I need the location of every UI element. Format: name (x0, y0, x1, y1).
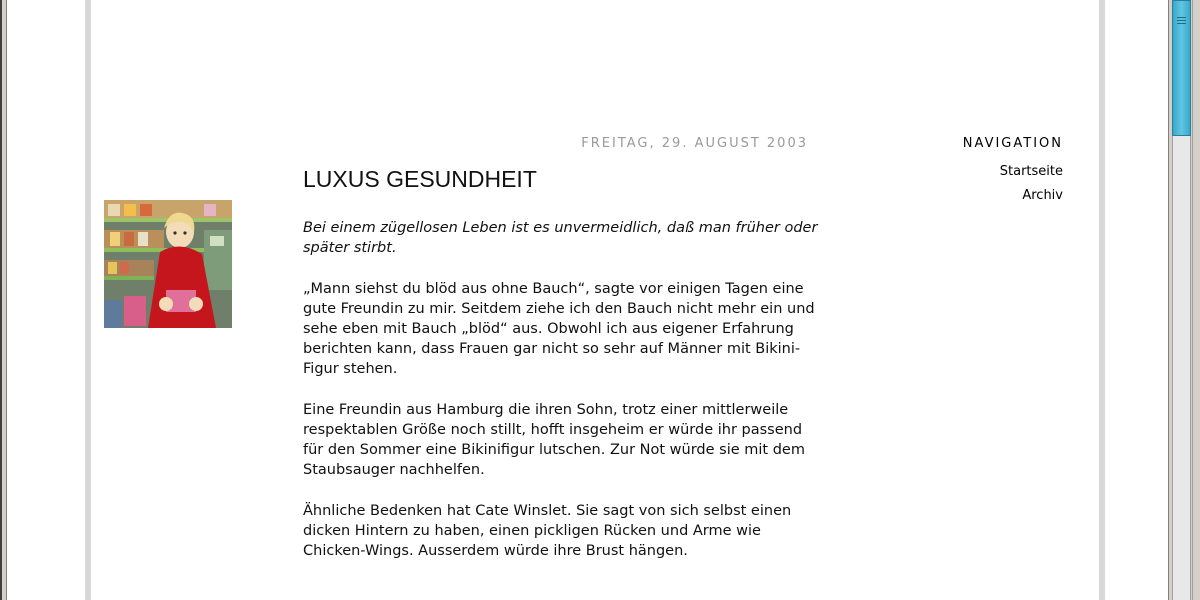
post-quote: Bei einem zügellosen Leben ist es unvermeidlich, daß man früher oder später stirbt. (303, 220, 818, 256)
post-photo (104, 200, 232, 328)
browser-viewport (7, 0, 1168, 600)
post-title: LUXUS GESUNDHEIT (303, 166, 537, 192)
post-paragraph: Eine Freundin aus Hamburg die ihren Sohn, trotz einer mittlerweile respektablen Größe noch stillt, hofft insgeheim er würde ihr passend für den Sommer eine Bikinifigur lutschen. Zur Not würde sie mit dem Staubsauger nachhelfen. (303, 402, 805, 478)
grip-lines-icon (1177, 17, 1186, 25)
content-column (85, 0, 1105, 600)
post-body (303, 218, 823, 582)
window-left-border (0, 0, 7, 600)
post-date: FREITAG, 29. AUGUST 2003 (581, 136, 808, 151)
scroll-thumb[interactable] (1172, 0, 1191, 136)
nav-link-archiv[interactable]: Archiv (1022, 188, 1063, 203)
navigation-heading: NAVIGATION (962, 136, 1063, 151)
post-paragraph: Ähnliche Bedenken hat Cate Winslet. Sie sagt von sich selbst einen dicken Hintern zu haben, einen pickligen Rücken und Arme wie Chicken-Wings. Ausserdem würde ihre Brust hängen. (303, 503, 792, 559)
post-paragraph: „Mann siehst du blöd aus ohne Bauch“, sagte vor einigen Tagen eine gute Freundin zu mir. Seitdem ziehe ich den Bauch nicht mehr ein und sehe eben mit Bauch „blöd“ aus. Obwohl ich aus eigener Erfahrung berichten kann, dass Frauen gar nicht so sehr auf Männer mit Bikini-Figur stehen. (303, 281, 815, 377)
window-right-border (1192, 0, 1200, 600)
sidebar-navigation (911, 136, 1063, 208)
nav-link-startseite[interactable]: Startseite (999, 164, 1063, 179)
